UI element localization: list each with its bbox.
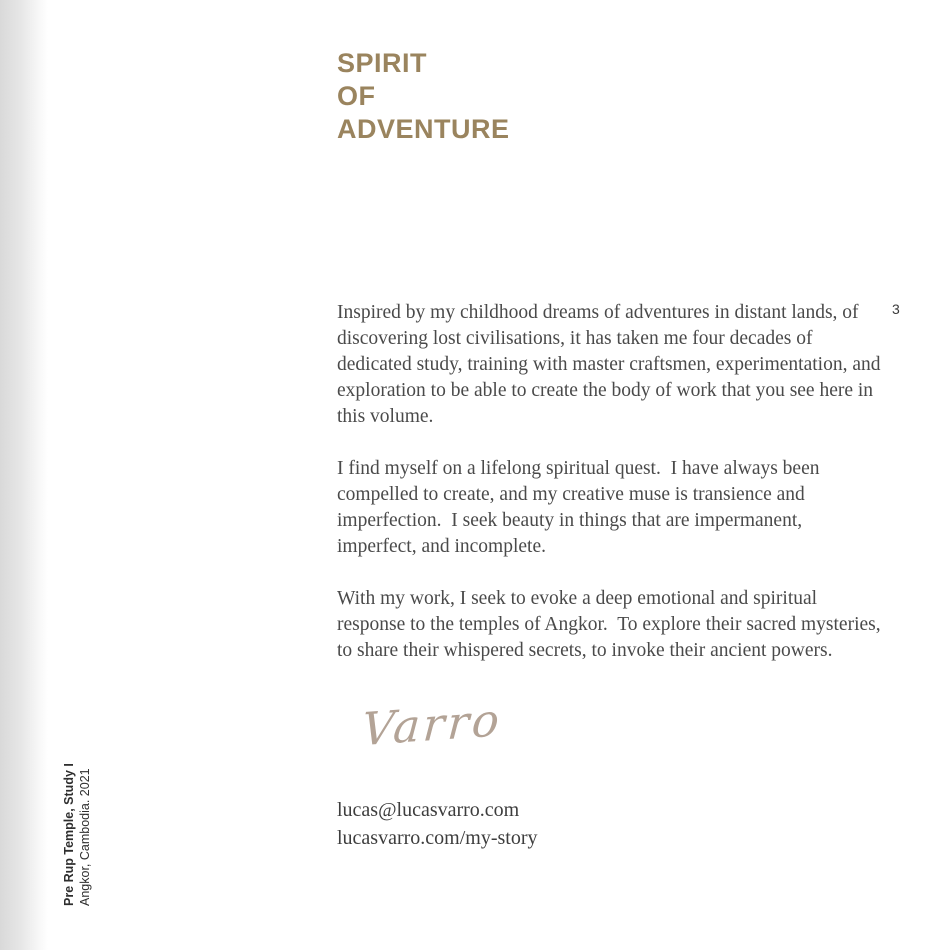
page-number: 3	[892, 301, 900, 317]
contact-block	[337, 796, 538, 852]
artist-statement	[337, 300, 886, 690]
photo-caption-title: Pre Rup Temple, Study I	[62, 763, 76, 906]
page-spine-shadow	[0, 0, 48, 950]
artist-signature: Varro	[360, 693, 504, 757]
title-line-2: OF	[337, 81, 376, 111]
photo-caption-location: Angkor, Cambodia. 2021	[78, 768, 92, 906]
photo-caption	[61, 763, 93, 906]
title-line-3: ADVENTURE	[337, 114, 510, 144]
page-title	[337, 47, 510, 146]
statement-paragraph-3: With my work, I seek to evoke a deep emotional and spiritual response to the temples of Angkor. To explore their sacred mysteries, to share their whispered secrets, to invoke their ancient powers.	[337, 588, 886, 661]
statement-paragraph-2: I find myself on a lifelong spiritual quest. I have always been compelled to create, and my creative muse is transience and imperfection. I seek beauty in things that are impermanent, imperfect, and incomplete.	[337, 458, 825, 557]
contact-website: lucasvarro.com/my-story	[337, 827, 538, 849]
title-line-1: SPIRIT	[337, 48, 428, 78]
statement-paragraph-1: Inspired by my childhood dreams of adventures in distant lands, of discovering lost civilisations, it has taken me four decades of dedicated study, training with master craftsmen, experimentation, and exploration to be able to create the body of work that you see here in this volume.	[337, 302, 886, 427]
contact-email: lucas@lucasvarro.com	[337, 799, 520, 821]
